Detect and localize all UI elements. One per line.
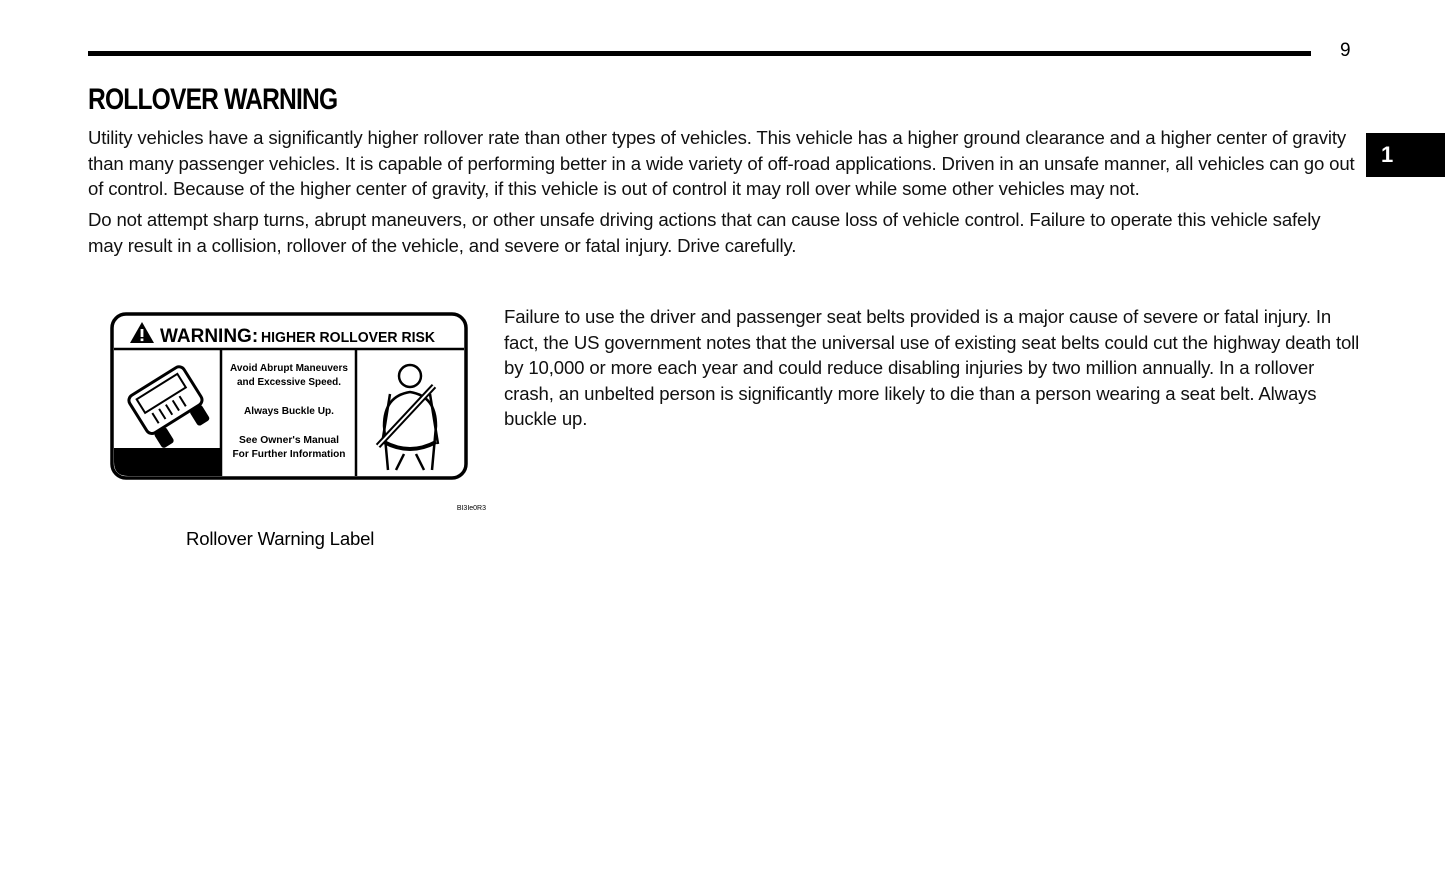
chapter-tab[interactable]: 1 bbox=[1366, 133, 1445, 177]
rollover-warning-label-image bbox=[88, 286, 488, 516]
label-instruction-5: For Further Information bbox=[232, 448, 346, 460]
paragraph-seat-belts: Failure to use the driver and passenger seat belts provided is a major cause of severe or fatal injury. In fact, the US government notes that the universal use of existing seat belts could cut the highway death toll by 10,000 or more each year and could reduce disabling injuries by two million annually. In a rollover crash, an unbelted person is significantly more likely to die than a person wearing a seat belt. Always buckle up. bbox=[504, 306, 1360, 429]
section-title: ROLLOVER WARNING bbox=[88, 83, 338, 116]
label-instruction-4: See Owner's Manual bbox=[239, 434, 340, 446]
paragraph-rollover-rate: Utility vehicles have a significantly higher rollover rate than other types of vehicles. This vehicle has a higher ground clearance and a higher center of gravity than many passenger vehicles. It is capable of performing better in a wide variety of off-road applications. Driven in an unsafe manner, all vehicles can go out of control. Because of the higher center of gravity, if this vehicle is out of control it may roll over while some other vehicles may not. bbox=[88, 127, 1355, 199]
label-instruction-1: Avoid Abrupt Maneuvers bbox=[230, 362, 349, 374]
label-instruction-2: and Excessive Speed. bbox=[237, 376, 342, 388]
page-number: 9 bbox=[1340, 40, 1352, 61]
header-rule bbox=[88, 51, 1311, 56]
label-instruction-3: Always Buckle Up. bbox=[244, 405, 335, 417]
paragraph-unsafe-driving: Do not attempt sharp turns, abrupt maneuvers, or other unsafe driving actions that can cause loss of vehicle control. Failure to operate this vehicle safely may result in a collision, rollover of the vehicle, and severe or fatal injury. Drive carefully. bbox=[88, 209, 1321, 256]
label-image-code: BI3Ie0R3 bbox=[456, 505, 486, 512]
label-warning-heading: HIGHER ROLLOVER RISK bbox=[261, 330, 436, 346]
label-warning-word: WARNING: bbox=[160, 326, 259, 347]
figure-caption: Rollover Warning Label bbox=[186, 528, 375, 549]
